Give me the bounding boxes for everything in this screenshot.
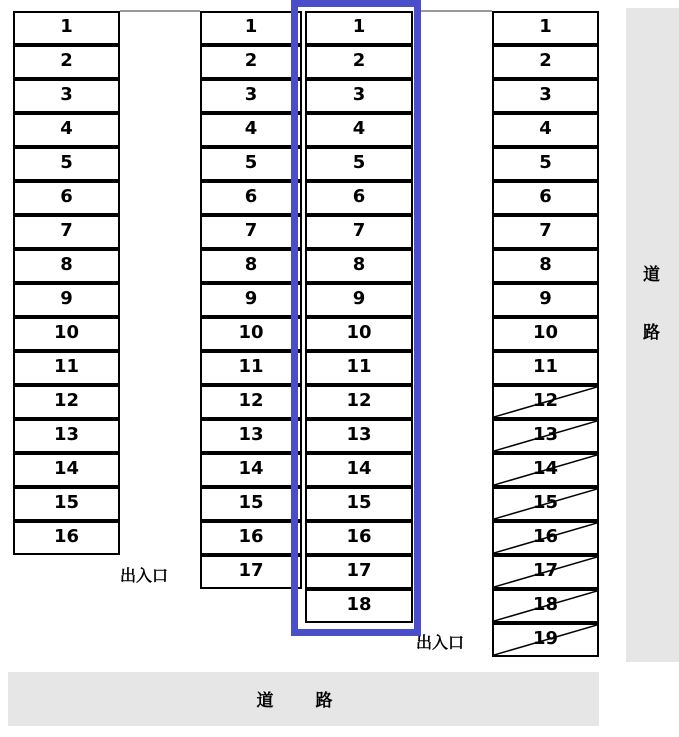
- slot-number: 7: [539, 220, 552, 241]
- parking-slot[interactable]: [13, 419, 120, 453]
- slot-number: 16: [532, 526, 559, 547]
- slot-number: 11: [53, 356, 80, 377]
- slot-number: 15: [346, 492, 372, 513]
- slot-number: 4: [244, 118, 258, 139]
- parking-slot[interactable]: [13, 45, 120, 79]
- slot-number: 18: [346, 594, 372, 615]
- slot-number: 5: [244, 152, 258, 173]
- slot-number: 6: [244, 186, 258, 207]
- parking-slot[interactable]: [492, 419, 599, 453]
- parking-slot[interactable]: [13, 351, 120, 385]
- slot-number: 9: [352, 288, 366, 309]
- parking-slot[interactable]: [13, 385, 120, 419]
- slot-number: 10: [532, 322, 559, 343]
- slot-number: 3: [352, 84, 366, 105]
- slot-number: 5: [539, 152, 552, 173]
- parking-slot[interactable]: [492, 351, 599, 385]
- slot-number: 16: [238, 526, 264, 547]
- slot-number: 1: [352, 16, 366, 37]
- slot-number: 13: [238, 424, 264, 445]
- parking-slot[interactable]: [200, 147, 302, 181]
- slot-number: 6: [352, 186, 366, 207]
- road-right: [626, 8, 679, 662]
- slot-number: 8: [244, 254, 258, 275]
- parking-slot[interactable]: [200, 351, 302, 385]
- parking-slot[interactable]: [13, 147, 120, 181]
- slot-number: 9: [244, 288, 258, 309]
- slot-number: 14: [238, 458, 264, 479]
- parking-slot[interactable]: [13, 11, 120, 45]
- slot-number: 11: [346, 356, 372, 377]
- slot-number: 14: [53, 458, 80, 479]
- parking-slot[interactable]: [492, 11, 599, 45]
- slot-number: 8: [352, 254, 366, 275]
- parking-slot[interactable]: [492, 589, 599, 623]
- slot-number: 7: [60, 220, 73, 241]
- slot-number: 6: [539, 186, 552, 207]
- slot-number: 10: [346, 322, 372, 343]
- slot-number: 8: [60, 254, 73, 275]
- parking-slot[interactable]: [492, 317, 599, 351]
- parking-slot[interactable]: [492, 623, 599, 657]
- road-bottom-label: 道 路: [256, 691, 351, 711]
- slot-number: 14: [346, 458, 372, 479]
- slot-number: 15: [532, 492, 559, 513]
- parking-slot[interactable]: [492, 283, 599, 317]
- slot-number: 17: [532, 560, 559, 581]
- parking-slot[interactable]: [13, 317, 120, 351]
- slot-number: 16: [53, 526, 80, 547]
- parking-slot[interactable]: [200, 385, 302, 419]
- parking-slot[interactable]: [200, 79, 302, 113]
- slot-number: 11: [238, 356, 264, 377]
- road-bottom: [8, 672, 599, 726]
- parking-slot[interactable]: [13, 249, 120, 283]
- parking-slot[interactable]: [200, 317, 302, 351]
- slot-number: 3: [60, 84, 73, 105]
- parking-slot[interactable]: [200, 555, 302, 589]
- entrance-label-left: 出入口: [120, 566, 169, 585]
- parking-slot[interactable]: [200, 215, 302, 249]
- slot-number: 14: [532, 458, 559, 479]
- parking-slot[interactable]: [492, 249, 599, 283]
- slot-number: 4: [539, 118, 552, 139]
- road-right-char-1: 道: [643, 265, 660, 285]
- parking-slot[interactable]: [200, 453, 302, 487]
- slot-number: 3: [244, 84, 258, 105]
- slot-number: 12: [238, 390, 264, 411]
- parking-slot[interactable]: [13, 113, 120, 147]
- parking-slot[interactable]: [200, 113, 302, 147]
- parking-slot[interactable]: [13, 453, 120, 487]
- slot-number: 9: [60, 288, 73, 309]
- slot-number: 13: [53, 424, 80, 445]
- slot-number: 13: [532, 424, 559, 445]
- slot-number: 6: [60, 186, 73, 207]
- parking-slot[interactable]: [200, 249, 302, 283]
- parking-slot[interactable]: [200, 11, 302, 45]
- slot-number: 5: [352, 152, 366, 173]
- slot-number: 4: [60, 118, 73, 139]
- parking-slot[interactable]: [492, 215, 599, 249]
- parking-slot[interactable]: [13, 215, 120, 249]
- parking-slot[interactable]: [492, 521, 599, 555]
- slot-number: 11: [532, 356, 559, 377]
- slot-number: 17: [346, 560, 372, 581]
- slot-number: 2: [539, 50, 552, 71]
- parking-slot[interactable]: [200, 283, 302, 317]
- parking-slot[interactable]: [492, 147, 599, 181]
- slot-number: 12: [532, 390, 559, 411]
- parking-slot[interactable]: [492, 45, 599, 79]
- parking-slot[interactable]: [492, 385, 599, 419]
- slot-number: 1: [244, 16, 258, 37]
- parking-slot[interactable]: [492, 181, 599, 215]
- top-line-right: [420, 10, 492, 12]
- top-line-left: [120, 10, 200, 12]
- parking-slot[interactable]: [13, 181, 120, 215]
- parking-slot[interactable]: [200, 487, 302, 521]
- slot-number: 12: [346, 390, 372, 411]
- parking-slot[interactable]: [200, 45, 302, 79]
- slot-number: 15: [53, 492, 80, 513]
- slot-number: 5: [60, 152, 73, 173]
- slot-number: 17: [238, 560, 264, 581]
- slot-number: 2: [352, 50, 366, 71]
- parking-slot[interactable]: [492, 113, 599, 147]
- slot-number: 7: [244, 220, 258, 241]
- slot-number: 18: [532, 594, 559, 615]
- slot-number: 9: [539, 288, 552, 309]
- parking-slot[interactable]: [200, 419, 302, 453]
- parking-slot[interactable]: [13, 79, 120, 113]
- slot-number: 10: [53, 322, 80, 343]
- parking-slot[interactable]: [200, 181, 302, 215]
- parking-slot[interactable]: [492, 453, 599, 487]
- parking-slot[interactable]: [492, 79, 599, 113]
- slot-number: 2: [244, 50, 258, 71]
- slot-number: 19: [532, 628, 559, 649]
- parking-slot[interactable]: [13, 487, 120, 521]
- slot-number: 13: [346, 424, 372, 445]
- slot-number: 8: [539, 254, 552, 275]
- parking-slot[interactable]: [13, 521, 120, 555]
- road-right-char-2: 路: [643, 323, 660, 343]
- slot-number: 3: [539, 84, 552, 105]
- parking-slot[interactable]: [200, 521, 302, 555]
- slot-number: 7: [352, 220, 366, 241]
- slot-number: 15: [238, 492, 264, 513]
- entrance-label-right: 出入口: [416, 633, 465, 652]
- parking-slot[interactable]: [492, 555, 599, 589]
- parking-slot[interactable]: [13, 283, 120, 317]
- slot-number: 10: [238, 322, 264, 343]
- slot-number: 2: [60, 50, 73, 71]
- slot-number: 16: [346, 526, 372, 547]
- slot-number: 1: [539, 16, 552, 37]
- slot-number: 1: [60, 16, 73, 37]
- slot-number: 4: [352, 118, 366, 139]
- parking-slot[interactable]: [492, 487, 599, 521]
- slot-number: 12: [53, 390, 80, 411]
